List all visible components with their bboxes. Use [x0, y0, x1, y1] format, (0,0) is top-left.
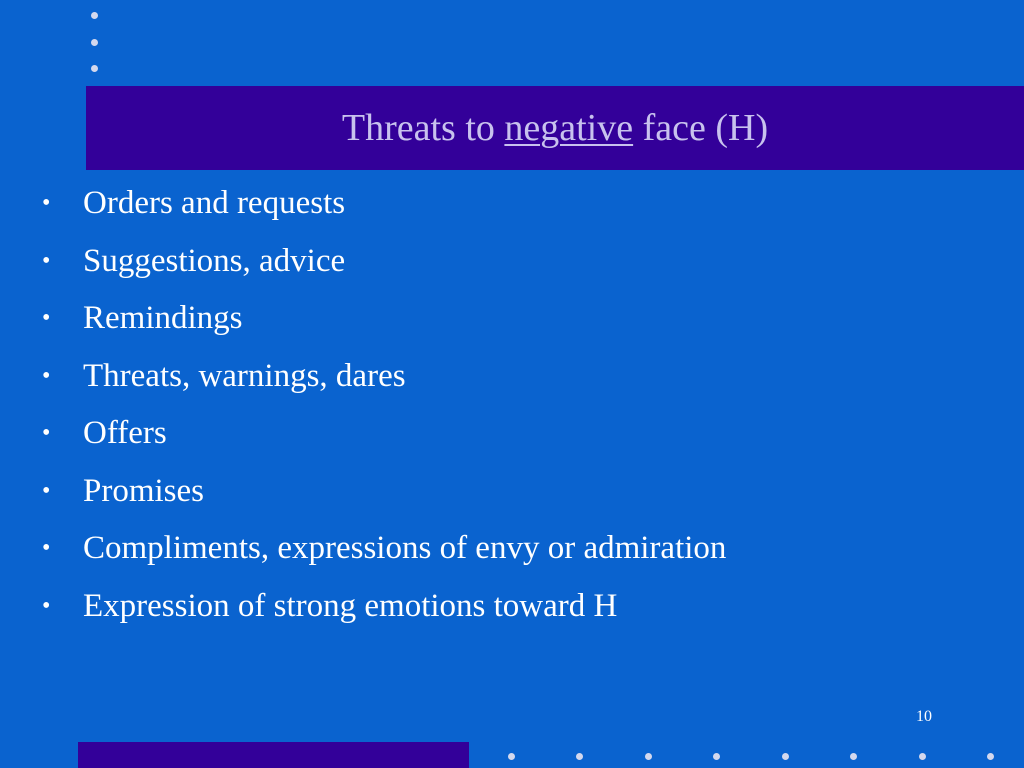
page-number: 10 [916, 708, 932, 725]
title-emphasis: negative [504, 107, 634, 149]
bullet-text: Compliments, expressions of envy or admiration [83, 530, 727, 566]
list-item [40, 236, 1000, 294]
slide-title [86, 86, 1024, 170]
bullet-text: Offers [83, 415, 167, 451]
bullet-marker: • [42, 190, 51, 216]
decor-dot [91, 12, 98, 19]
decor-dot [508, 753, 515, 760]
decor-dot [645, 753, 652, 760]
bullet-text: Remindings [83, 300, 243, 336]
list-item [40, 178, 1000, 236]
bottom-accent-bar [78, 742, 469, 768]
list-item [40, 351, 1000, 409]
bullet-marker: • [42, 247, 51, 274]
bottom-decor-dots [500, 752, 1000, 762]
title-suffix: face (H) [633, 107, 769, 149]
bullet-list [40, 178, 1000, 638]
list-item [40, 408, 1000, 466]
list-item [40, 523, 1000, 581]
top-decor-dots [88, 12, 100, 74]
title-prefix: Threats to [341, 107, 505, 149]
decor-dot [919, 753, 926, 760]
bullet-marker: • [42, 420, 51, 446]
decor-dot [782, 753, 789, 760]
list-item [40, 466, 1000, 524]
bullet-text: Expression of strong emotions toward H [83, 587, 618, 624]
bullet-marker: • [42, 477, 51, 504]
list-item [40, 581, 1000, 639]
decor-dot [91, 39, 98, 46]
decor-dot [713, 753, 720, 760]
list-item [40, 293, 1000, 351]
bullet-text: Orders and requests [83, 185, 346, 221]
decor-dot [91, 65, 98, 72]
bullet-marker: • [42, 592, 51, 619]
bullet-text: Threats, warnings, dares [83, 357, 406, 394]
decor-dot [987, 753, 994, 760]
bullet-marker: • [42, 305, 51, 331]
bullet-text: Suggestions, advice [83, 242, 346, 279]
bullet-text: Promises [83, 472, 205, 509]
decor-dot [576, 753, 583, 760]
bullet-marker: • [42, 535, 51, 561]
bullet-marker: • [42, 362, 51, 389]
decor-dot [850, 753, 857, 760]
